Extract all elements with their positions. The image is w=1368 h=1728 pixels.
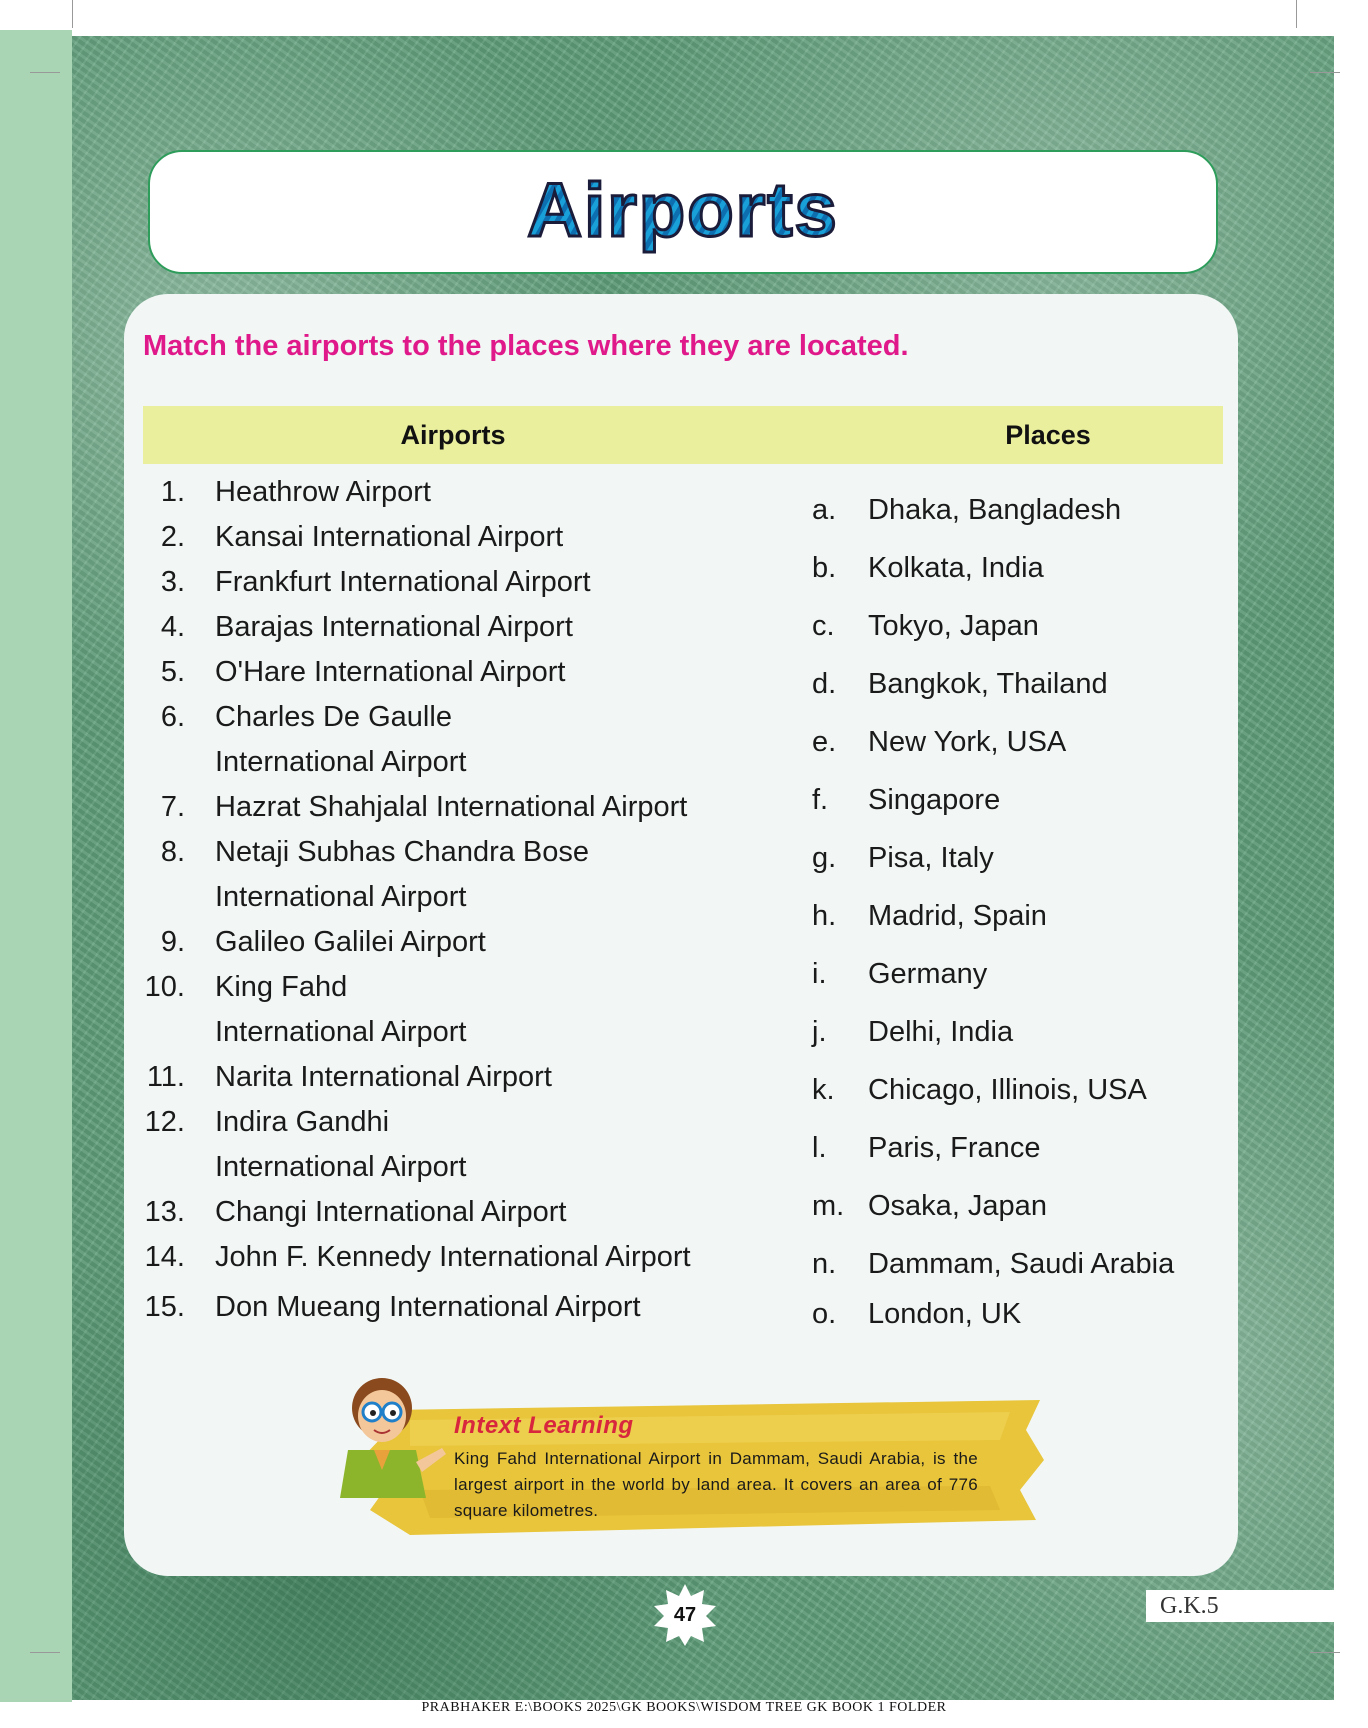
- print-footer: PRABHAKER E:\BOOKS 2025\GK BOOKS\WISDOM TREE GK BOOK 1 FOLDER: [421, 1700, 947, 1715]
- crop-mark: [1310, 1652, 1340, 1653]
- crop-mark: [30, 1652, 60, 1653]
- intext-learning-callout: [330, 1370, 1050, 1540]
- crop-mark: [1310, 72, 1340, 73]
- left-decorative-strip: [0, 30, 72, 1702]
- page-number-badge: [652, 1582, 718, 1648]
- book-label: G.K.5: [1146, 1590, 1334, 1622]
- page-number: 47: [673, 1603, 697, 1626]
- crop-mark: [72, 0, 73, 28]
- airports-column-header: Airports: [400, 419, 506, 450]
- crop-mark: [30, 72, 60, 73]
- cartoon-boy-icon: [330, 1370, 450, 1500]
- title-banner: [148, 150, 1218, 274]
- crop-mark: [1296, 0, 1297, 28]
- intext-heading: Intext Learning: [454, 1412, 634, 1439]
- title-wordart: [518, 164, 848, 260]
- intext-body: King Fahd International Airport in Dammam, Saudi Arabia, is the largest airport in the world by land area. It covers an area of 776 square kilometres.: [454, 1449, 978, 1520]
- places-column-header: Places: [1005, 419, 1091, 450]
- instruction-text: Match the airports to the places where they are located.: [143, 330, 909, 362]
- table-header: [143, 406, 1223, 464]
- title-text: Airports: [527, 168, 839, 253]
